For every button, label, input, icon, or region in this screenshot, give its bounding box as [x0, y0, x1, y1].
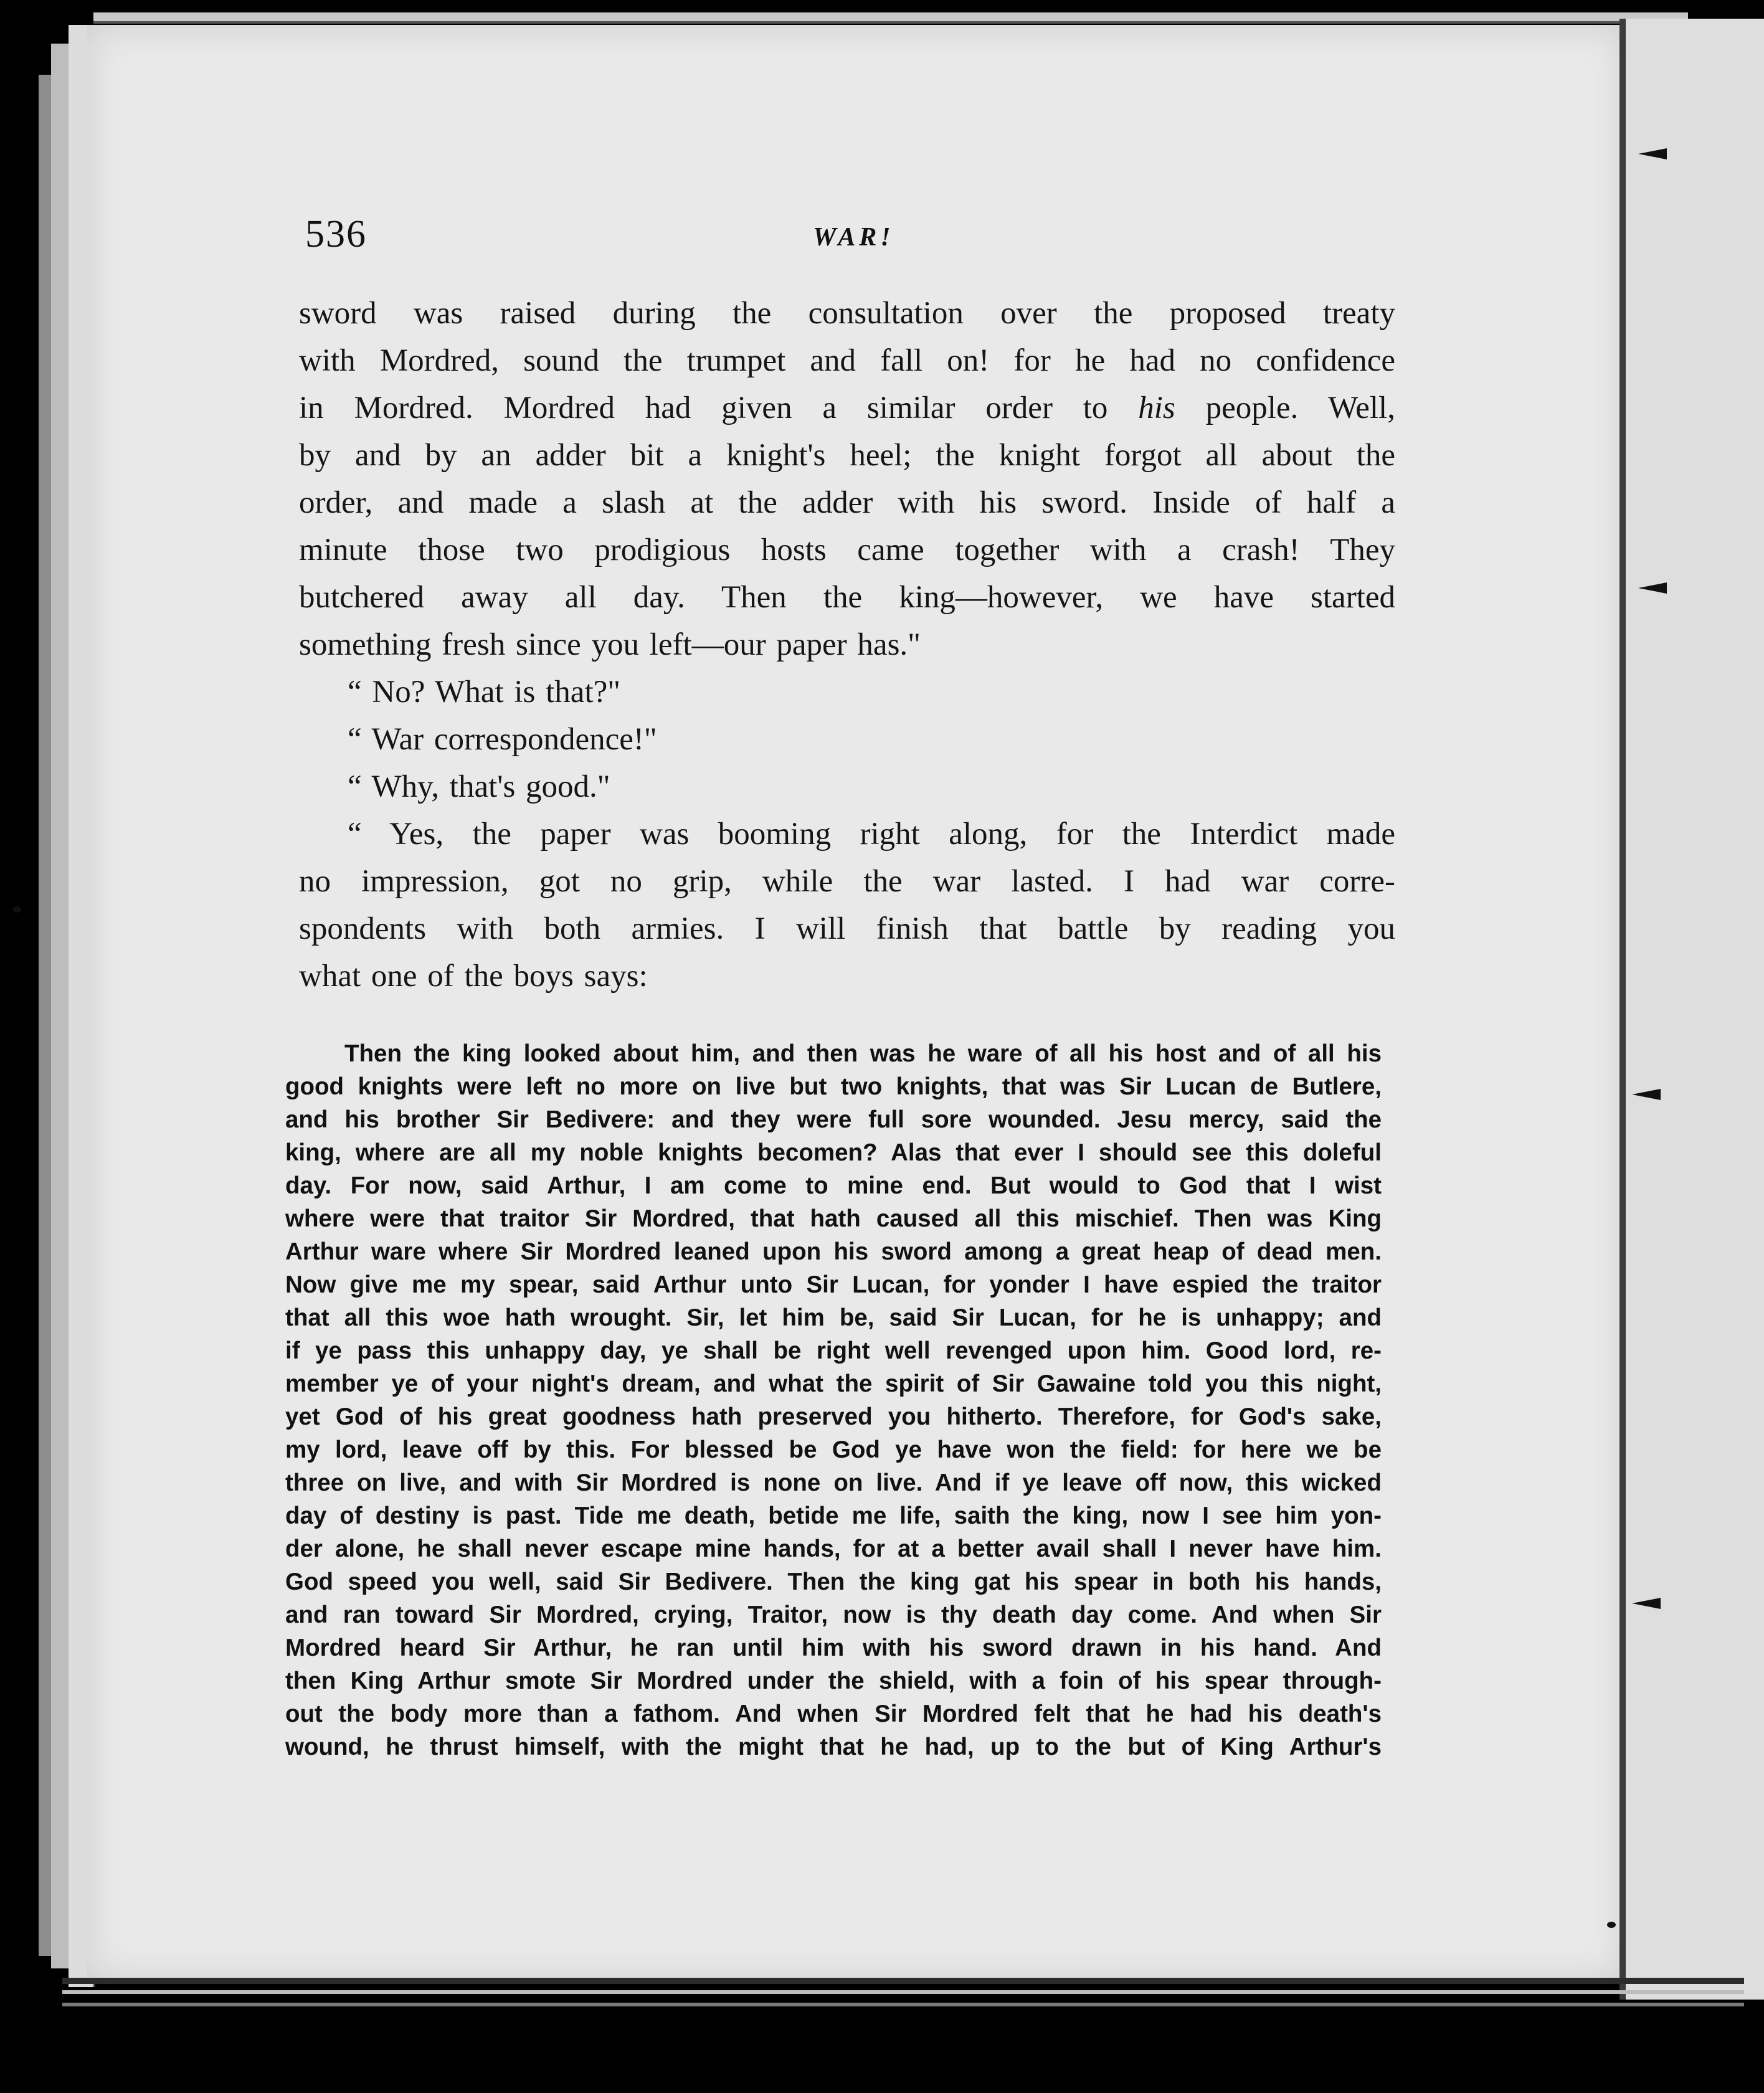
quote-line: wound, he thrust himself, with the might that he had, up to the but of King Arthur's [285, 1734, 1382, 1760]
quote-line: my lord, leave off by this. For blessed be God ye have won the field: for here we be [285, 1436, 1382, 1463]
text-line: butchered away all day. Then the king—however, we have started [299, 580, 1395, 615]
dialogue-line: “ War correspondence!" [348, 722, 657, 757]
quote-line: God speed you well, said Sir Bedivere. Then the king gat his spear in both his hands, [285, 1569, 1382, 1595]
text-line: with Mordred, sound the trumpet and fall on! for he had no confidence [299, 343, 1395, 378]
bottom-border [62, 1990, 1744, 1994]
quote-line: and ran toward Sir Mordred, crying, Traitor, now is thy death day come. And when Sir [285, 1602, 1382, 1628]
text-line [299, 384, 1395, 432]
margin-mark [1638, 582, 1667, 594]
quote-line: Now give me my spear, said Arthur unto Sir Lucan, for yonder I have espied the traitor [285, 1271, 1382, 1298]
quote-line: king, where are all my noble knights becomen? Alas that ever I should see this doleful [285, 1139, 1382, 1166]
quote-line: day. For now, said Arthur, I am come to mine end. But would to God that I wist [285, 1172, 1382, 1199]
text-line: spondents with both armies. I will finish that battle by reading you [299, 911, 1395, 946]
quote-line: three on live, and with Sir Mordred is none on live. And if ye leave off now, this wicked [285, 1469, 1382, 1496]
bottom-border [62, 2003, 1744, 2006]
text-line: what one of the boys says: [299, 959, 648, 994]
body-text [299, 290, 1395, 1000]
running-head: WAR! [813, 223, 894, 252]
quote-line: if ye pass this unhappy day, ye shall be right well revenged upon him. Good lord, re- [285, 1337, 1382, 1364]
margin-mark [12, 906, 21, 913]
margin-mark [1632, 1598, 1661, 1609]
text-line: sword was raised during the consultation over the proposed treaty [299, 296, 1395, 331]
text-line: by and by an adder bit a knight's heel; the knight forgot all about the [299, 438, 1395, 473]
text-line: “ Yes, the paper was booming right along, for the Interdict made [348, 817, 1395, 852]
margin-mark [1638, 148, 1667, 159]
quote-line: out the body more than a fathom. And when Sir Mordred felt that he had his death's [285, 1701, 1382, 1727]
italic-word: his [1138, 391, 1175, 425]
quote-line: Mordred heard Sir Arthur, he ran until him with his sword drawn in his hand. And [285, 1635, 1382, 1661]
facing-page-strip [1626, 19, 1764, 2000]
text-line: no impression, got no grip, while the war lasted. I had war corre- [299, 864, 1395, 899]
quote-line: member ye of your night's dream, and what the spirit of Sir Gawaine told you this night, [285, 1370, 1382, 1397]
bottom-border [62, 1978, 1744, 1984]
quote-line: der alone, he shall never escape mine hands, for at a better avail shall I never have him. [285, 1535, 1382, 1562]
margin-mark [1607, 1922, 1616, 1928]
quote-line: good knights were left no more on live but two knights, that was Sir Lucan de Butlere, [285, 1073, 1382, 1100]
page-number: 536 [305, 213, 367, 255]
text-line: minute those two prodigious hosts came together with a crash! They [299, 533, 1395, 567]
text-line: order, and made a slash at the adder with his sword. Inside of half a [299, 485, 1395, 520]
quote-line: where were that traitor Sir Mordred, that hath caused all this mischief. Then was King [285, 1205, 1382, 1232]
dialogue-line: “ Why, that's good." [348, 769, 610, 804]
quote-line: then King Arthur smote Sir Mordred under the shield, with a foin of his spear through- [285, 1668, 1382, 1694]
quote-line: yet God of his great goodness hath preserved you hitherto. Therefore, for God's sake, [285, 1403, 1382, 1430]
quote-line: Arthur ware where Sir Mordred leaned upon his sword among a great heap of dead men. [285, 1238, 1382, 1265]
dialogue-line: “ No? What is that?" [348, 675, 621, 710]
quote-line: and his brother Sir Bedivere: and they were full sore wounded. Jesu mercy, said the [285, 1106, 1382, 1133]
text-line-tail: people. Well, [1175, 391, 1395, 425]
quote-line: Then the king looked about him, and then was he ware of all his host and of all his [344, 1040, 1382, 1067]
page-header [305, 209, 1401, 265]
text-line-head: in Mordred. Mordred had given a similar order to [299, 391, 1139, 425]
margin-mark [1632, 1089, 1661, 1100]
quoted-passage [285, 1037, 1382, 1763]
quote-line: day of destiny is past. Tide me death, betide me life, saith the king, now I see him yon- [285, 1502, 1382, 1529]
text-line: something fresh since you left—our paper has." [299, 627, 921, 662]
quote-line: that all this woe hath wrought. Sir, let him be, said Sir Lucan, for he is unhappy; and [285, 1304, 1382, 1331]
top-border [93, 12, 1688, 24]
